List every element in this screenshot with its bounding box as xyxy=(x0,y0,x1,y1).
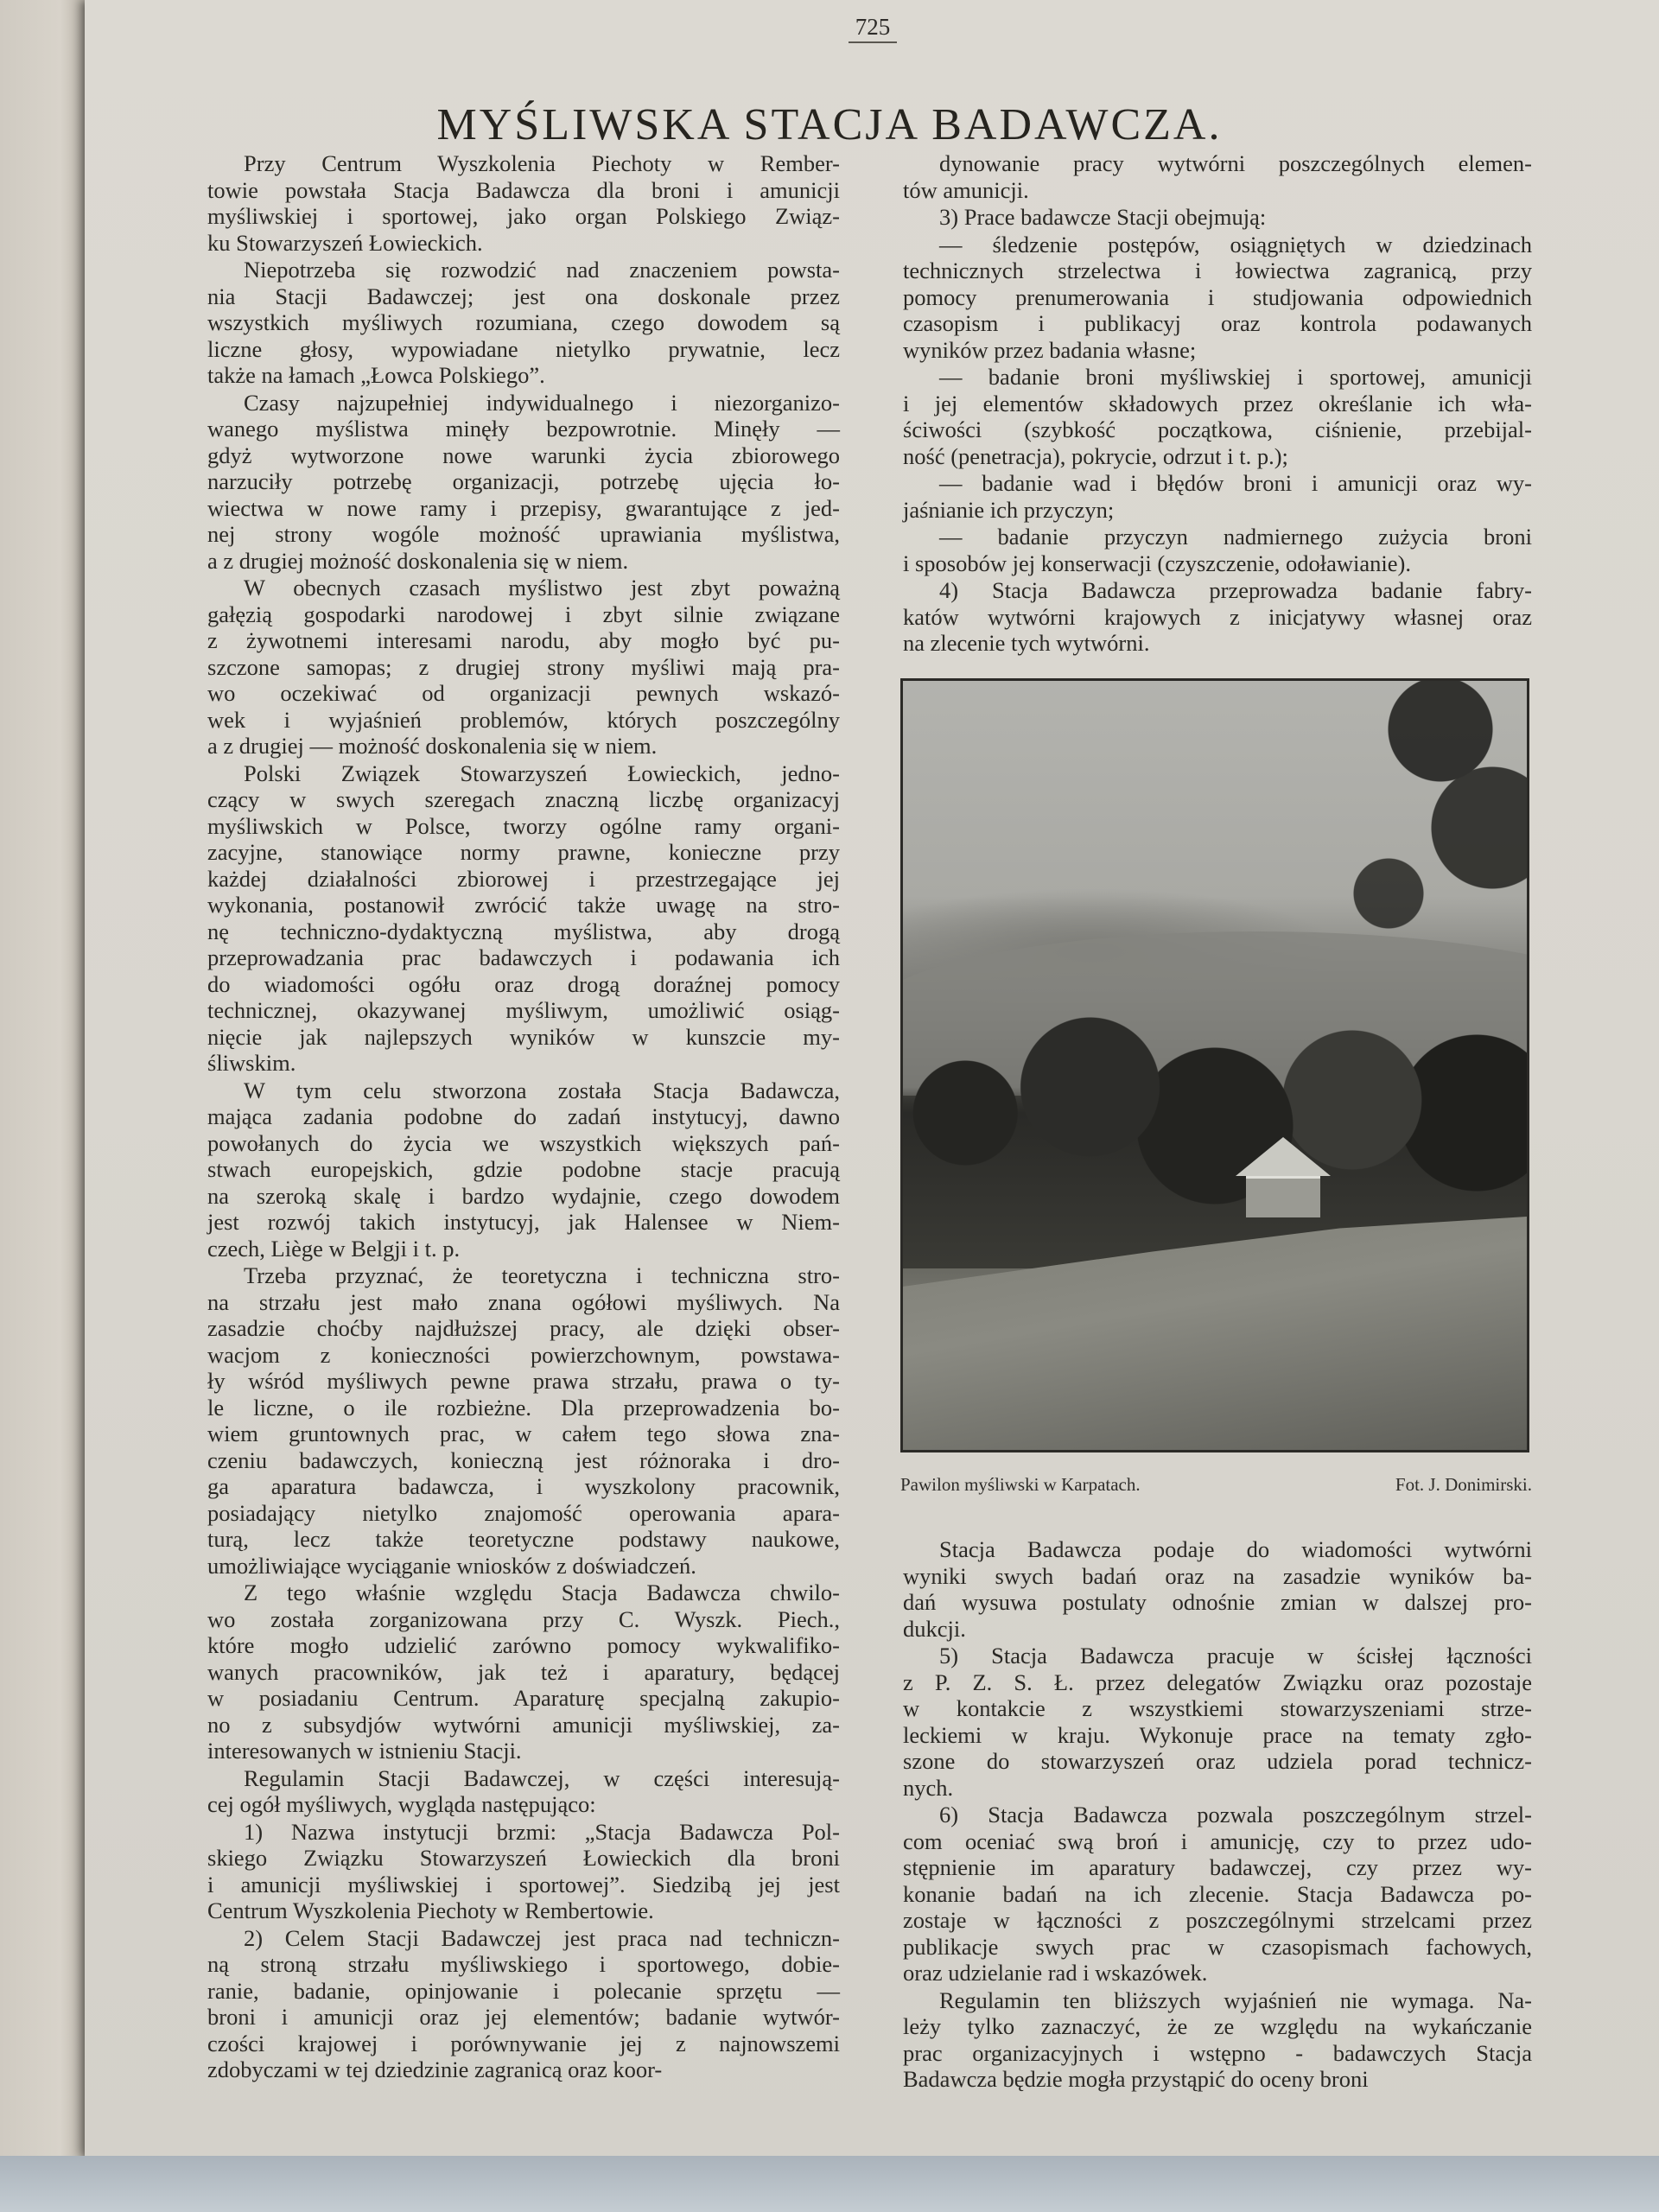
text-line: W obecnych czasach myślistwo jest zbyt poważną xyxy=(244,575,840,601)
text-line: czech, Liège w Belgji i t. p. xyxy=(207,1235,461,1262)
text-line: Trzeba przyznać, że teoretyczna i techniczna stro- xyxy=(244,1262,840,1288)
text-line: Czasy najzupełniej indywidualnego i niezorganizo- xyxy=(244,389,840,416)
paragraph xyxy=(903,204,1532,231)
text-line: skiego Związku Stowarzyszeń Łowieckich dla broni xyxy=(207,1845,840,1871)
text-line: no z subsydjów wytwórni amunicji myśliwskiej, za- xyxy=(207,1711,840,1738)
paragraph xyxy=(207,257,840,389)
text-line: wanych pracowników, jak też i aparatury, będącej xyxy=(207,1658,840,1685)
text-line: 4) Stacja Badawcza przeprowadza badanie fabry- xyxy=(939,577,1532,603)
text-line: i jej elementów składowych przez określanie ich wła- xyxy=(903,390,1532,416)
text-line: w posiadaniu Centrum. Aparaturę specjalną zakupio- xyxy=(207,1685,840,1711)
text-line: W tym celu stworzona została Stacja Badawcza, xyxy=(244,1077,840,1103)
text-line: wo została zorganizowana przy C. Wyszk. Piech., xyxy=(207,1605,840,1632)
paragraph xyxy=(207,1262,840,1579)
text-line: wszystkich myśliwych rozumiana, czego dowodem są xyxy=(207,309,840,335)
text-line: szczone samopas; z drugiej strony myśliwi mają pra- xyxy=(207,653,840,680)
text-line: gdyż wytworzone nowe warunki życia zbiorowego xyxy=(207,442,840,468)
text-line: myśliwskiej i sportowej, jako organ Polskiego Związ- xyxy=(207,203,840,229)
text-line: narzuciły potrzebę organizacji, potrzebę ujęcia ło- xyxy=(207,468,840,494)
text-line: Z tego właśnie względu Stacja Badawcza chwilo- xyxy=(244,1580,840,1605)
text-line: wykonania, postanowił zwrócić także uwagę na stro- xyxy=(207,892,840,918)
text-line: na zlecenie tych wytwórni. xyxy=(903,630,1150,656)
text-line: nę techniczno-dydaktyczną myślistwa, aby drogą xyxy=(207,918,840,944)
photo-tree-branches xyxy=(1285,678,1529,992)
previous-page-edge xyxy=(0,0,86,2169)
photo-credit: Fot. J. Donimirski. xyxy=(1395,1474,1532,1495)
text-line: wek i wyjaśnień problemów, których poszczególny xyxy=(207,706,840,733)
paragraph xyxy=(903,1987,1532,2093)
text-line: prac organizacyjnych i wstępno - badawczych Stacja xyxy=(903,2039,1532,2066)
text-line: myśliwskich w Polsce, tworzy ogólne ramy organi- xyxy=(207,812,840,839)
text-line: Niepotrzeba się rozwodzić nad znaczeniem powsta- xyxy=(244,257,840,283)
paragraph xyxy=(903,470,1532,523)
text-line: na strzału jest mało znana ogółowi myśliwych. Na xyxy=(207,1288,840,1315)
text-line: wyników przez badania własne; xyxy=(903,336,1197,363)
text-line: ściwości (szybkość początkowa, ciśnienie, przebijal- xyxy=(903,416,1532,442)
text-line: czący w swych szeregach znaczną liczbę organizacyj xyxy=(207,786,840,812)
text-line: dań wysuwa postulaty odnośnie zmian w dalszej pro- xyxy=(903,1589,1532,1615)
right-column-bottom xyxy=(903,1536,1532,2094)
text-line: oraz udzielanie rad i wskazówek. xyxy=(903,1960,1208,1986)
text-line: dynowanie pracy wytwórni poszczególnych elemen- xyxy=(939,150,1532,176)
text-line: z P. Z. S. Ł. przez delegatów Związku oraz pozostaje xyxy=(903,1669,1532,1695)
text-line: każdej działalności zbiorowej i przestrzegające jej xyxy=(207,865,840,892)
text-line: dukcji. xyxy=(903,1615,966,1642)
paragraph xyxy=(207,390,840,575)
text-line: ku Stowarzyszeń Łowieckich. xyxy=(207,229,483,256)
paragraph xyxy=(207,1925,840,2083)
text-line: le liczne, o ile rozbieżne. Dla przeprowadzenia bo- xyxy=(207,1394,840,1421)
text-line: interesowanych w istnieniu Stacji. xyxy=(207,1738,522,1764)
text-line: wyniki swych badań oraz na zasadzie wyników ba- xyxy=(903,1562,1532,1589)
text-line: w kontakcie z wszystkiemi stowarzyszeniami strze- xyxy=(903,1695,1532,1721)
text-line: 6) Stacja Badawcza pozwala poszczególnym strzel- xyxy=(939,1802,1532,1827)
text-line: a z drugiej możność doskonalenia się w niem. xyxy=(207,547,629,574)
text-line: — śledzenie postępów, osiągniętych w dziedzinach xyxy=(939,231,1532,257)
text-line: także na łamach „Łowca Polskiego”. xyxy=(207,362,545,388)
text-line: tów amunicji. xyxy=(903,176,1029,203)
page-number: 725 xyxy=(849,12,897,43)
text-line: liczne głosy, wypowiadane nietylko prywatnie, lecz xyxy=(207,335,840,362)
text-line: 2) Celem Stacji Badawczej jest praca nad techniczn- xyxy=(244,1924,840,1951)
text-line: na szeroką skalę i bardzo wydajnie, czego dowodem xyxy=(207,1182,840,1209)
text-line: wiectwa w nowe ramy i przepisy, gwarantujące z jed- xyxy=(207,494,840,521)
text-line: leży tylko zaznaczyć, że ze względu na wykańczanie xyxy=(903,2013,1532,2039)
paragraph xyxy=(207,1077,840,1262)
text-line: cej ogół myśliwych, wygląda następująco: xyxy=(207,1791,596,1817)
text-line: i amunicji myśliwskiej i sportowej”. Siedzibą jej jest xyxy=(207,1871,840,1897)
text-line: z żywotnemi interesami narodu, aby mogło być pu- xyxy=(207,627,840,653)
text-line: wacjom z konieczności powierzchownym, powstawa- xyxy=(207,1341,840,1368)
paragraph xyxy=(903,232,1532,364)
text-line: nej strony wogóle możność uprawiania myślistwa, xyxy=(207,521,840,547)
text-line: Centrum Wyszkolenia Piechoty w Rembertowie. xyxy=(207,1897,654,1923)
paragraph xyxy=(207,1819,840,1924)
text-line: — badanie wad i błędów broni i amunicji oraz wy- xyxy=(939,470,1532,496)
text-line: ranie, badanie, opinjowanie i polecanie sprzętu — xyxy=(207,1977,840,2004)
text-line: towie powstała Stacja Badawcza dla broni i amunicji xyxy=(207,176,840,203)
text-line: posiadający nietylko znajomość operowania apara- xyxy=(207,1499,840,1526)
text-line: ły wśród myśliwych pewne prawa strzału, prawa o ty- xyxy=(207,1368,840,1394)
paragraph xyxy=(207,150,840,256)
text-line: Stacja Badawcza podaje do wiadomości wytwórni xyxy=(939,1536,1532,1562)
paragraph xyxy=(903,364,1532,469)
photo-hunting-pavilion xyxy=(900,678,1529,1452)
text-line: technicznych strzelectwa i łowiectwa zagranicą, przy xyxy=(903,257,1532,283)
text-line: ga aparatura badawcza, i wyszkolony pracownik, xyxy=(207,1473,840,1499)
left-column xyxy=(207,150,840,2084)
paragraph xyxy=(207,760,840,1077)
text-line: broni i amunicji oraz jej elementów; badanie wytwór- xyxy=(207,2004,840,2030)
paragraph xyxy=(903,1643,1532,1801)
article-title: MYŚLIWSKA STACJA BADAWCZA. xyxy=(436,99,1223,149)
text-line: stępnienie im aparatury badawczej, czy przez wy- xyxy=(903,1854,1532,1880)
pavilion-body xyxy=(1246,1176,1320,1217)
text-line: ność (penetracja), pokrycie, odrzut i t. p.); xyxy=(903,442,1288,469)
text-line: umożliwiające wyciąganie wniosków z doświadczeń. xyxy=(207,1552,696,1579)
text-line: zasadzie choćby najdłuższej pracy, ale dzięki obser- xyxy=(207,1315,840,1341)
text-line: powołanych do życia we wszystkich większych pań- xyxy=(207,1129,840,1156)
text-line: jaśnianie ich przyczyn; xyxy=(903,496,1115,523)
text-line: zostaje w łączności z poszczególnymi strzelcami przez xyxy=(903,1907,1532,1933)
text-line: przeprowadzania prac badawczych i podawania ich xyxy=(207,944,840,970)
pavilion-roof xyxy=(1236,1137,1331,1176)
text-line: i sposobów jej konserwacji (czyszczenie, odoławianie). xyxy=(903,550,1411,576)
text-line: wiem gruntownych prac, w całem tego słowa zna- xyxy=(207,1421,840,1446)
text-line: wanego myślistwa minęły bezpowrotnie. Minęły — xyxy=(207,416,840,442)
paragraph xyxy=(207,575,840,760)
text-line: — badanie broni myśliwskiej i sportowej, amunicji xyxy=(939,364,1532,390)
text-line: wo oczekiwać od organizacji pewnych wskazó- xyxy=(207,680,840,706)
text-line: Regulamin Stacji Badawczej, w części interesują- xyxy=(244,1764,840,1791)
text-line: Polski Związek Stowarzyszeń Łowieckich, jedno- xyxy=(244,760,840,786)
text-line: do wiadomości ogółu oraz drogą doraźnej pomocy xyxy=(207,970,840,997)
text-line: nych. xyxy=(903,1774,954,1801)
text-line: nięcie jak najlepszych wyników w kunszcie my- xyxy=(207,1023,840,1050)
text-line: 3) Prace badawcze Stacji obejmują: xyxy=(939,204,1267,230)
text-line: Regulamin ten bliższych wyjaśnień nie wymaga. Na- xyxy=(939,1986,1532,2013)
text-line: nia Stacji Badawczej; jest ona doskonale przez xyxy=(207,283,840,309)
text-line: 1) Nazwa instytucji brzmi: „Stacja Badawcza Pol- xyxy=(244,1818,840,1845)
paragraph xyxy=(903,577,1532,657)
text-line: katów wytwórni krajowych z inicjatywy własnej oraz xyxy=(903,603,1532,630)
text-line: Przy Centrum Wyszkolenia Piechoty w Rember- xyxy=(244,150,840,176)
text-line: stwach europejskich, gdzie podobne stacje pracują xyxy=(207,1156,840,1182)
text-line: szone do stowarzyszeń oraz udziela porad technicz- xyxy=(903,1748,1532,1774)
text-line: turą, lecz także teoretyczne podstawy naukowe, xyxy=(207,1526,840,1552)
right-column-top xyxy=(903,150,1532,658)
background-surface xyxy=(0,2156,1659,2212)
paragraph xyxy=(903,1802,1532,1986)
text-line: jest rozwój takich instytucyj, jak Halensee w Niem- xyxy=(207,1209,840,1235)
text-line: leckiemi w kraju. Wykonuje prace na tematy zgło- xyxy=(903,1721,1532,1748)
text-line: zdobyczami w tej dziedzinie zagranicą oraz koor- xyxy=(207,2056,663,2082)
text-line: — badanie przyczyn nadmiernego zużycia broni xyxy=(939,524,1532,550)
text-line: pomocy prenumerowania i studjowania odpowiednich xyxy=(903,283,1532,310)
text-line: a z drugiej — możność doskonalenia się w niem. xyxy=(207,733,658,759)
text-line: czości krajowej i porównywanie jej z najnowszemi xyxy=(207,2030,840,2056)
text-line: gałęzią gospodarki narodowej i zbyt silnie związane xyxy=(207,601,840,627)
text-line: czeniu badawczych, konieczną jest różnoraka i dro- xyxy=(207,1446,840,1473)
text-line: mająca zadania podobne do zadań instytucyj, dawno xyxy=(207,1103,840,1129)
text-line: czasopism i publikacyj oraz kontrola podawanych xyxy=(903,310,1532,336)
text-line: zacyjne, stanowiące normy prawne, konieczne przy xyxy=(207,839,840,865)
text-line: publikacje swych prac w czasopismach fachowych, xyxy=(903,1933,1532,1960)
text-line: Badawcza będzie mogła przystąpić do oceny broni xyxy=(903,2066,1369,2092)
paragraph xyxy=(207,1765,840,1818)
text-line: które mogło udzielić zarówno pomocy wykwalifiko- xyxy=(207,1632,840,1658)
paragraph xyxy=(903,524,1532,576)
text-line: 5) Stacja Badawcza pracuje w ścisłej łączności xyxy=(939,1643,1532,1669)
text-line: technicznej, okazywanej myśliwym, umożliwić osiąg- xyxy=(207,997,840,1023)
paragraph xyxy=(207,1580,840,1764)
paragraph xyxy=(903,1536,1532,1642)
paragraph xyxy=(903,150,1532,203)
photo-caption: Pawilon myśliwski w Karpatach. xyxy=(900,1474,1141,1495)
photo-pavilion xyxy=(1236,1137,1331,1215)
text-line: śliwskim. xyxy=(207,1050,296,1076)
text-line: ną stroną strzału myśliwskiego i sportowego, dobie- xyxy=(207,1951,840,1977)
text-line: konanie badań na ich zlecenie. Stacja Badawcza po- xyxy=(903,1880,1532,1907)
text-line: com oceniać swą broń i amunicję, czy to przez udo- xyxy=(903,1827,1532,1854)
